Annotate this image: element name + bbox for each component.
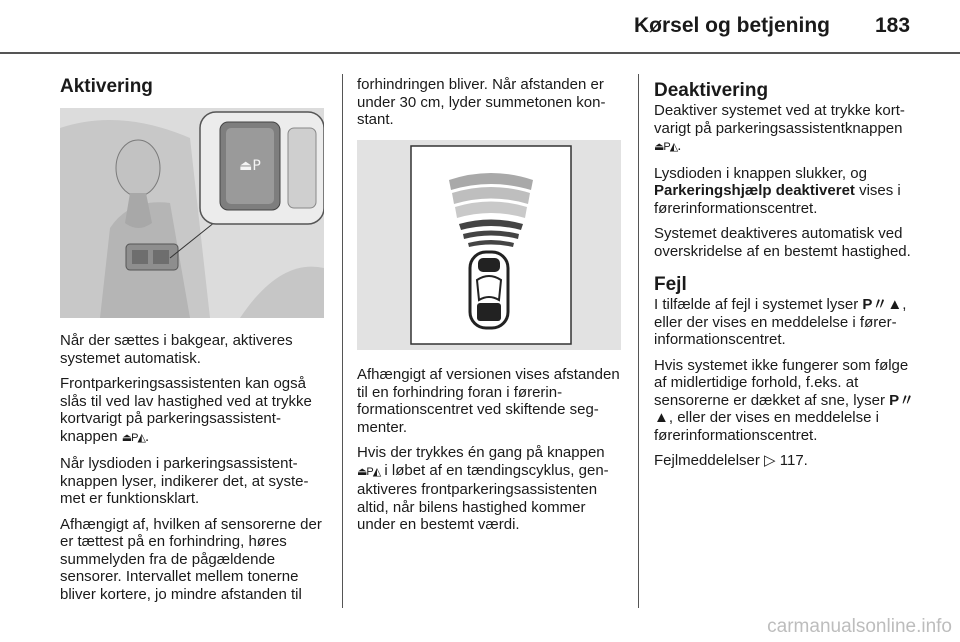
paragraph: Afhængigt af, hvilken af sensorerne der er tættest på en forhindring, høres summelyden fra de pågældende sensorer. Intervallet mellem tonerne bliver kortere, jo mindre afstanden til [60, 515, 322, 603]
paragraph: forhindringen bliver. Når afstanden er under 30 cm, lyder summetonen konstant. [357, 76, 606, 128]
svg-text:⏏P: ⏏P [239, 158, 261, 174]
paragraph: I tilfælde af fejl i systemet lyser P〃▲, eller der vises en meddelelse i førerinformationscentret. [654, 296, 907, 348]
section-heading-deaktivering: Deaktivering [654, 80, 769, 101]
park-assist-button-icon: ⏏P◭ [121, 431, 145, 444]
page-reference-arrow-icon: ▷ [764, 452, 776, 469]
paragraph: Hvis der trykkes én gang på knappen ⏏P◭ i løbet af en tændingscyklus, genaktiveres frontparkeringsassistenten altid, når bilens hastighed kommer under en bestemt værdi. [357, 444, 609, 533]
paragraph: Frontparkeringsassistenten kan også slås til ved lav hastighed ved at trykke kortvarigt på parkeringsassistentknappen ⏏P◭. [60, 375, 312, 445]
column-divider-2 [638, 74, 639, 608]
paragraph: Deaktiver systemet ved at trykke kortvarigt på parkeringsassistentknappen ⏏P◭. [654, 102, 905, 154]
paragraph: Lysdioden i knappen slukker, og Parkeringshjælp deaktiveret vises i førerinformationscentret. [654, 164, 901, 217]
section-heading-aktivering: Aktivering [60, 76, 153, 97]
section-heading-fejl: Fejl [654, 274, 687, 295]
park-assist-fault-icon: P〃▲ [654, 391, 915, 426]
paragraph: Hvis systemet ikke fungerer som følge af midlertidige forhold, f.eks. at sensorerne er dækket af sne, lyser P〃▲, eller der vises en meddelelse i førerinformationscentret. [654, 356, 915, 444]
paragraph: Systemet deaktiveres automatisk ved overskridelse af en bestemt hastighed. [654, 225, 911, 260]
column-1-body [60, 332, 326, 611]
column-2-body [357, 366, 623, 542]
distance-display-figure [357, 140, 621, 350]
status-message: Parkeringshjælp deaktiveret [654, 182, 855, 199]
paragraph: Afhængigt af versionen vises afstanden til en forhindring foran i førerinformationscentret ved skiftende segmenter. [357, 366, 620, 436]
page-header-title: Kørsel og betjening [633, 14, 830, 37]
paragraph: Når der sættes i bakgear, aktiveres systemet automatisk. [60, 332, 293, 367]
column-2 [357, 76, 623, 137]
park-assist-fault-icon: P〃▲ [862, 296, 903, 313]
watermark: carmanualsonline.info [767, 616, 952, 637]
gear-console-illustration [60, 108, 324, 318]
park-assist-button-icon: ⏏P◭ [654, 141, 678, 153]
column-3 [654, 80, 924, 478]
column-divider-1 [342, 74, 343, 608]
paragraph: Fejlmeddelelser ▷ 117. [654, 452, 808, 469]
paragraph: Når lysdioden i parkeringsassistentknappen lyser, indikerer det, at systemet er funktionsklart. [60, 455, 309, 507]
page-number: 183 [875, 14, 911, 37]
park-assist-button-icon: ⏏P◭ [357, 465, 381, 478]
gear-console-figure [60, 108, 324, 318]
distance-display-illustration [357, 140, 621, 350]
header-rule [0, 52, 960, 54]
column-1 [60, 76, 326, 98]
